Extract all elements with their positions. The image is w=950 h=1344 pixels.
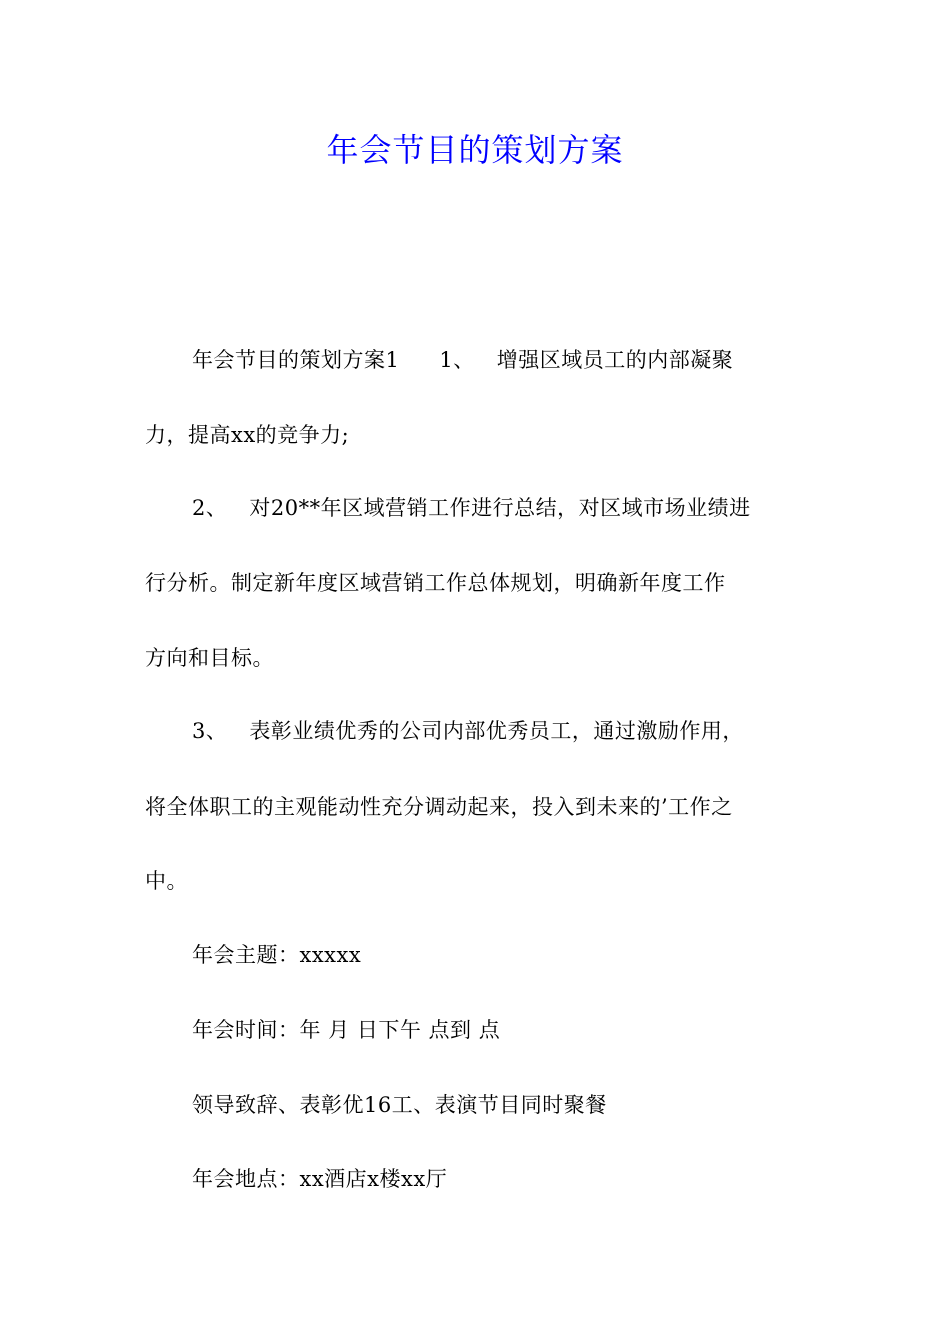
paragraph-line: 行分析。制定新年度区域营销工作总体规划，明确新年度工作	[145, 571, 726, 595]
paragraph-line: 年会地点：xx酒店x楼xx厅	[192, 1167, 448, 1191]
paragraph-line: 年会时间：年 月 日下午 点到 点	[192, 1018, 501, 1042]
paragraph-line	[192, 345, 812, 375]
item-text: 增强区域员工的内部凝聚	[496, 348, 734, 372]
paragraph-line: 中。	[145, 869, 188, 893]
item-number: 2、	[192, 496, 228, 520]
paragraph-line: 力，提高xx的竞争力;	[145, 423, 350, 447]
document-title: 年会节目的策划方案	[326, 131, 624, 169]
item-number: 3、	[192, 719, 228, 743]
item-text: 表彰业绩优秀的公司内部优秀员工，通过激励作用，	[249, 719, 744, 743]
paragraph-line: 将全体职工的主观能动性充分调动起来，投入到未来的’工作之	[145, 795, 733, 819]
plan-heading-text: 年会节目的策划方案1	[192, 348, 400, 372]
paragraph-line	[192, 493, 812, 523]
item-text: 对20**年区域营销工作进行总结，对区域市场业绩进	[249, 496, 751, 520]
paragraph-line	[192, 716, 812, 746]
paragraph-line: 方向和目标。	[145, 646, 274, 670]
item-number: 1、	[439, 348, 475, 372]
paragraph-line: 年会主题：xxxxx	[192, 943, 362, 967]
paragraph-line: 领导致辞、表彰优16工、表演节目同时聚餐	[192, 1093, 607, 1117]
